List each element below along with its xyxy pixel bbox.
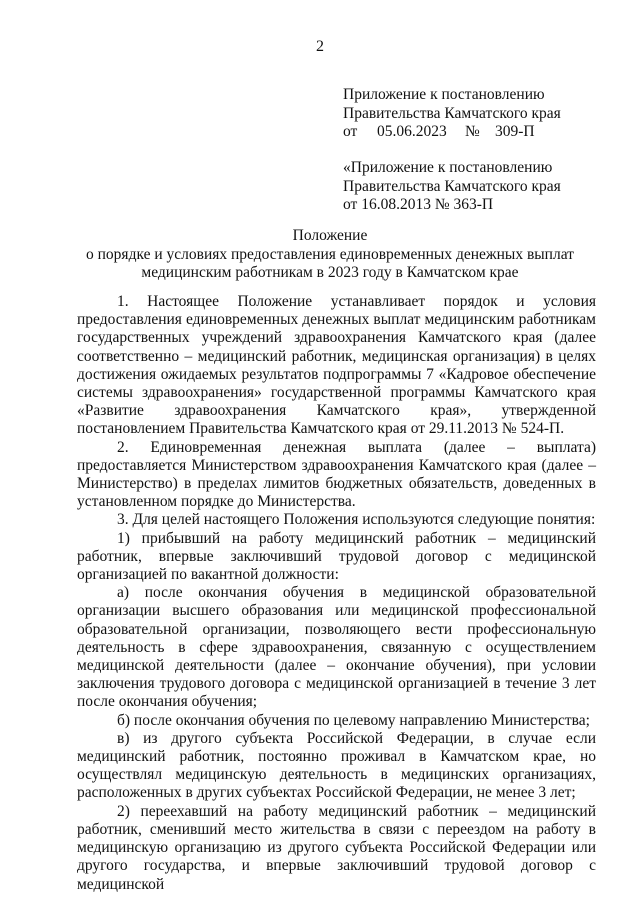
appendix-date-number-row (343, 123, 623, 142)
appendix-number: 309-П (495, 123, 535, 140)
paragraph: 2. Единовременная денежная выплата (далее – выплата) предоставляется Министерством здравоохранения Камчатского края (далее – Министерство) в пределах лимитов бюджетных обязательств, доведенных в установленном порядке до Министерства. (77, 438, 596, 511)
document-title (60, 227, 600, 283)
appendix-line: Правительства Камчатского края (343, 177, 561, 195)
document-body (77, 293, 596, 894)
title-line: о порядке и условиях предоставления единовременных денежных выплат (86, 245, 574, 263)
appendix-line: «Приложение к постановлению (343, 159, 553, 176)
title-line: медицинским работникам в 2023 году в Камчатском крае (141, 264, 519, 281)
appendix-line: Правительства Камчатского края (343, 104, 561, 122)
appendix-line: Приложение к постановлению (343, 86, 545, 103)
paragraph: 3. Для целей настоящего Положения используются следующие понятия: (117, 511, 596, 529)
appendix-header-current (343, 86, 623, 142)
title-line: Положение (292, 227, 368, 244)
appendix-header-previous (343, 159, 623, 215)
from-label: от (343, 123, 358, 140)
paragraph: б) после окончания обучения по целевому направлению Министерства; (117, 711, 590, 729)
appendix-line: от 16.08.2013 № 363-П (343, 196, 494, 213)
paragraph: а) после окончания обучения в медицинской образовательной организации высшего образования или медицинской профессиональной образовательной организации, позволяющего вести профессиональную деятельность в сфере здравоохранения, связанную с осуществлением медицинской деятельности (далее – окончание обучения), при условии заключения трудового договора с медицинской организацией в течение 3 лет после окончания обучения; (77, 584, 596, 711)
paragraph: 1) прибывший на работу медицинский работник – медицинский работник, впервые заключивший трудовой договор с медицинской организацией по вакантной должности: (77, 529, 596, 584)
page-number: 2 (316, 38, 324, 55)
number-label: № (465, 123, 480, 140)
paragraph: 1. Настоящее Положение устанавливает порядок и условия предоставления единовременных денежных выплат медицинским работникам государственных учреждений здравоохранения Камчатского края (далее соответственно – медицинский работник, медицинская организация) в целях достижения ожидаемых результатов подпрограммы 7 «Кадровое обеспечение системы здравоохранения» государственной программы Камчатского края «Развитие здравоохранения Камчатского края», утвержденной постановлением Правительства Камчатского края от 29.11.2013 № 524-П. (77, 293, 596, 438)
appendix-date: 05.06.2023 (377, 123, 447, 140)
paragraph: 2) переехавший на работу медицинский работник – медицинский работник, сменивший место жительства в связи с переездом на работу в медицинскую организацию из другого субъекта Российской Федерации или другого государства, и впервые заключивший трудовой договор с медицинской (77, 802, 596, 893)
paragraph: в) из другого субъекта Российской Федерации, в случае если медицинский работник, постоянно проживал в Камчатском крае, но осуществлял медицинскую деятельность в медицинских организациях, расположенных в других субъектах Российской Федерации, не менее 3 лет; (77, 729, 596, 802)
